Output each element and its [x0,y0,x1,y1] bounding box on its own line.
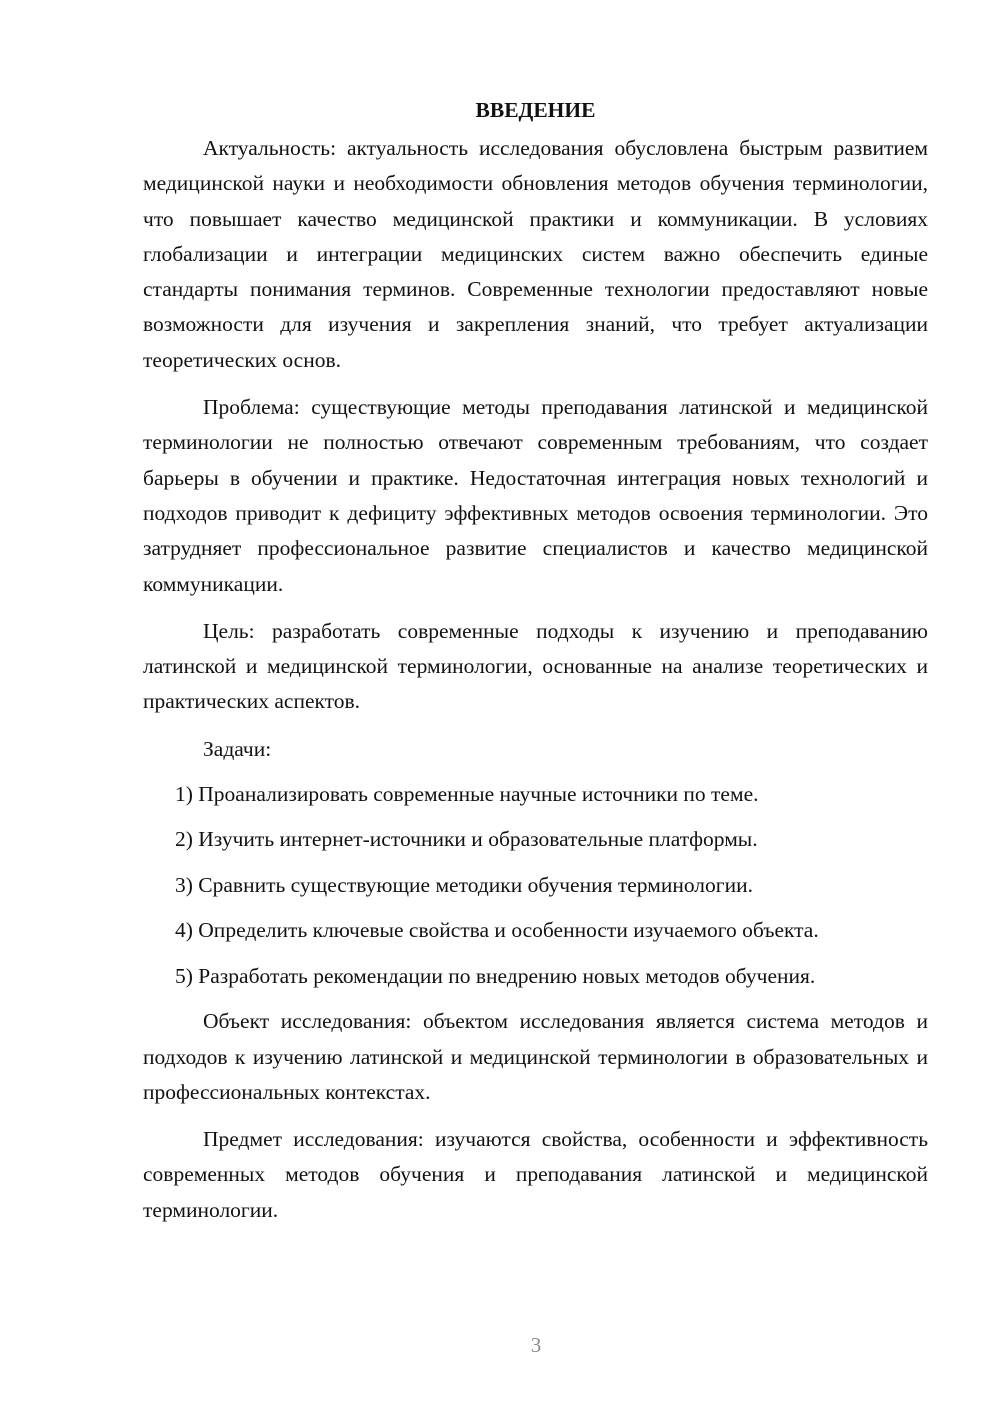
page-number: 3 [530,1333,542,1357]
tasks-list [143,777,928,994]
paragraph-object: Объект исследования: объектом исследования является система методов и подходов к изучению латинской и медицинской терминологии в образовательных и профессиональных контекстах. [143,1009,928,1104]
task-item-1: 1) Проанализировать современные научные источники по теме. [175,781,759,806]
paragraph-goal: Цель: разработать современные подходы к изучению и преподаванию латинской и медицинской терминологии, основанные на анализе теоретических и практических аспектов. [143,618,928,714]
paragraph-subject: Предмет исследования: изучаются свойства, особенности и эффективность современных методов обучения и преподавания латинской и медицинской терминологии. [143,1127,928,1222]
task-item-4: 4) Определить ключевые свойства и особенности изучаемого объекта. [175,918,819,943]
page-title: ВВЕДЕНИЕ [475,98,596,122]
task-item-5: 5) Разработать рекомендации по внедрению новых методов обучения. [175,963,816,988]
task-item-2: 2) Изучить интернет-источники и образовательные платформы. [175,827,758,852]
tasks-label: Задачи: [203,736,272,761]
document-page [143,95,928,1240]
paragraph-problem: Проблема: существующие методы преподавания латинской и медицинской терминологии не полностью отвечают современным требованиям, что создает барьеры в обучении и практике. Недостаточная интеграция новых технологий и подходов приводит к дефициту эффективных методов освоения терминологии. Это затрудняет профессиональное развитие специалистов и качество медицинской коммуникации. [143,395,928,596]
paragraph-relevance: Актуальность: актуальность исследования обусловлена быстрым развитием медицинской науки и необходимости обновления методов обучения терминологии, что повышает качество медицинской практики и коммуникации. В условиях глобализации и интеграции медицинских систем важно обеспечить единые стандарты понимания терминов. Современные технологии предоставляют новые возможности для изучения и закрепления знаний, что требует актуализации теоретических основ. [143,136,928,372]
task-item-3: 3) Сравнить существующие методики обучения терминологии. [175,872,753,897]
